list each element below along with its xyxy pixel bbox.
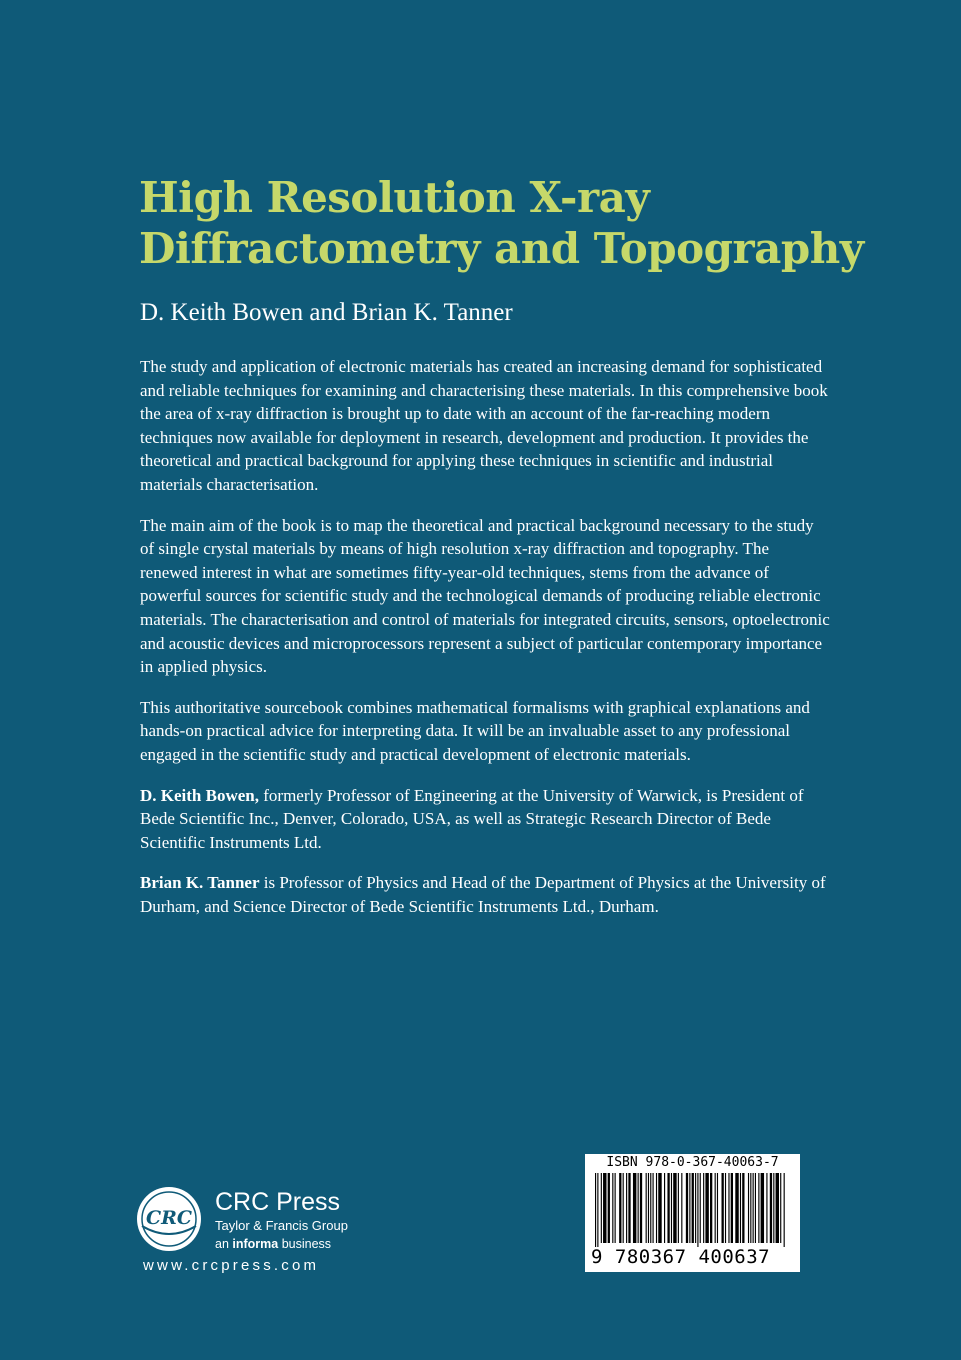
barcode-bar — [673, 1173, 676, 1243]
barcode-bar — [626, 1173, 627, 1243]
barcode-bar — [608, 1173, 610, 1243]
book-title — [139, 172, 919, 274]
barcode-bar — [695, 1173, 696, 1243]
barcode-bar — [646, 1173, 647, 1243]
barcode-bar — [597, 1173, 598, 1247]
informa-bold: informa — [232, 1237, 279, 1251]
publisher-url: www.crcpress.com — [143, 1257, 320, 1274]
barcode-bar — [753, 1173, 754, 1243]
publisher-logo — [136, 1180, 396, 1280]
barcode-bar — [770, 1173, 772, 1243]
barcode-bar — [740, 1173, 741, 1243]
publisher-name: CRC Press — [215, 1188, 341, 1216]
publisher-group: Taylor & Francis Group — [215, 1218, 348, 1233]
barcode-bar — [703, 1173, 704, 1243]
blurb-paragraph-3: This authoritative sourcebook combines mathematical formalisms with graphical explanations and hands-on practical advice for interpreting data. It will be an invaluable asset to any professional engaged in the scientific study and practical development of electronic materials. — [140, 697, 810, 764]
barcode-bar — [731, 1173, 733, 1243]
barcode-bar — [710, 1173, 712, 1243]
barcode-bar — [595, 1173, 596, 1247]
barcode-bar — [667, 1173, 669, 1243]
barcode-bar — [750, 1173, 751, 1243]
author-bio-tanner — [140, 871, 830, 918]
informa-prefix: an — [215, 1237, 233, 1251]
barcode-bar — [758, 1173, 759, 1243]
blurb-paragraph-2: The main aim of the book is to map the theoretical and practical background necessary to the study of single crystal materials by means of high resolution x-ray diffraction and topography. The renewed interest in what are sometimes fifty-year-old techniques, stems from the advance of powerful sources for scientific study and the technological demands of producing reliable electronic materials. The characterisation and control of materials for integrated circuits, sensors, optoelectronic and acoustic devices and microprocessors represent a subject of particular contemporary importance in applied physics. — [140, 515, 830, 677]
barcode-bar — [766, 1173, 767, 1243]
informa-suffix: business — [278, 1237, 332, 1251]
barcode-bar — [653, 1173, 654, 1243]
author-bio-bowen — [140, 784, 830, 855]
barcode-bar — [725, 1173, 726, 1243]
barcode-bar — [689, 1173, 690, 1243]
bio-name-bowen: D. Keith Bowen, — [140, 785, 259, 805]
barcode-bar — [640, 1173, 642, 1243]
barcode-bar — [705, 1173, 708, 1243]
barcode-bar — [692, 1173, 694, 1243]
barcode-bar — [755, 1173, 756, 1243]
barcode-bar — [773, 1173, 774, 1243]
bio-text-tanner: is Professor of Physics and Head of the Department of Physics at the University of Durham, and Science Director of Bede Scientific Instruments Ltd., Durham. — [140, 873, 826, 916]
barcode-bar — [780, 1173, 781, 1243]
barcode-bar — [728, 1173, 729, 1243]
barcode-bar — [650, 1173, 651, 1243]
logo-mark-text: CRC — [145, 1207, 193, 1229]
barcode-bar — [612, 1173, 613, 1243]
barcode-bar — [715, 1173, 716, 1243]
barcode-bar — [784, 1173, 785, 1247]
barcode-bar — [717, 1173, 718, 1243]
barcode-bar — [658, 1173, 661, 1243]
title-line-1: High Resolution X-ray — [139, 173, 650, 222]
publisher-informa — [215, 1237, 331, 1251]
isbn-label: ISBN 978-0-367-40063-7 — [606, 1155, 779, 1170]
barcode-bar — [697, 1173, 698, 1247]
barcode-bar — [722, 1173, 724, 1243]
barcode-bar — [735, 1173, 738, 1243]
authors: D. Keith Bowen and Brian K. Tanner — [140, 299, 513, 326]
barcode-bar — [638, 1173, 639, 1243]
barcode-bar — [776, 1173, 779, 1243]
bio-name-tanner: Brian K. Tanner — [140, 873, 260, 893]
barcode-bar — [623, 1173, 624, 1243]
barcode-bar — [742, 1173, 744, 1243]
barcode-digits: 9 780367 400637 — [591, 1246, 771, 1268]
title-line-2: Diffractometry and Topography — [139, 224, 864, 273]
barcode-bar — [656, 1173, 657, 1243]
blurb-paragraph-1: The study and application of electronic materials has created an increasing demand for sophisticated and reliable techniques for examining and characterising these materials. In this comprehensive book the area of x-ray diffraction is brought up to date with an account of the far-reaching modern techniques now available for deployment in research, development and production. It provides the theoretical and practical background for applying these techniques in scientific and industrial materials characterisation. — [140, 357, 828, 494]
barcode-bar — [633, 1173, 636, 1243]
barcode-bar — [603, 1173, 606, 1243]
barcode-bar — [671, 1173, 672, 1243]
barcode-bar — [615, 1173, 616, 1243]
isbn-barcode — [585, 1154, 800, 1272]
barcode-bar — [700, 1173, 701, 1243]
barcode-bar — [601, 1173, 602, 1243]
barcode-bar — [681, 1173, 682, 1243]
barcode-bar — [619, 1173, 621, 1243]
barcode-bar — [686, 1173, 688, 1243]
barcode-bar — [628, 1173, 630, 1243]
barcode-bar — [664, 1173, 665, 1243]
bio-text-bowen: formerly Professor of Engineering at the University of Warwick, is President of Bede Scientific Inc., Denver, Colorado, USA, as well as Strategic Research Director of Bede Scientific Instruments Ltd. — [140, 785, 804, 852]
blurb — [140, 355, 830, 935]
barcode-bars — [595, 1173, 790, 1247]
barcode-bar — [648, 1173, 649, 1243]
barcode-bar — [761, 1173, 764, 1243]
barcode-bar — [678, 1173, 679, 1243]
barcode-bar — [748, 1173, 749, 1243]
crc-logo-icon — [136, 1186, 202, 1252]
